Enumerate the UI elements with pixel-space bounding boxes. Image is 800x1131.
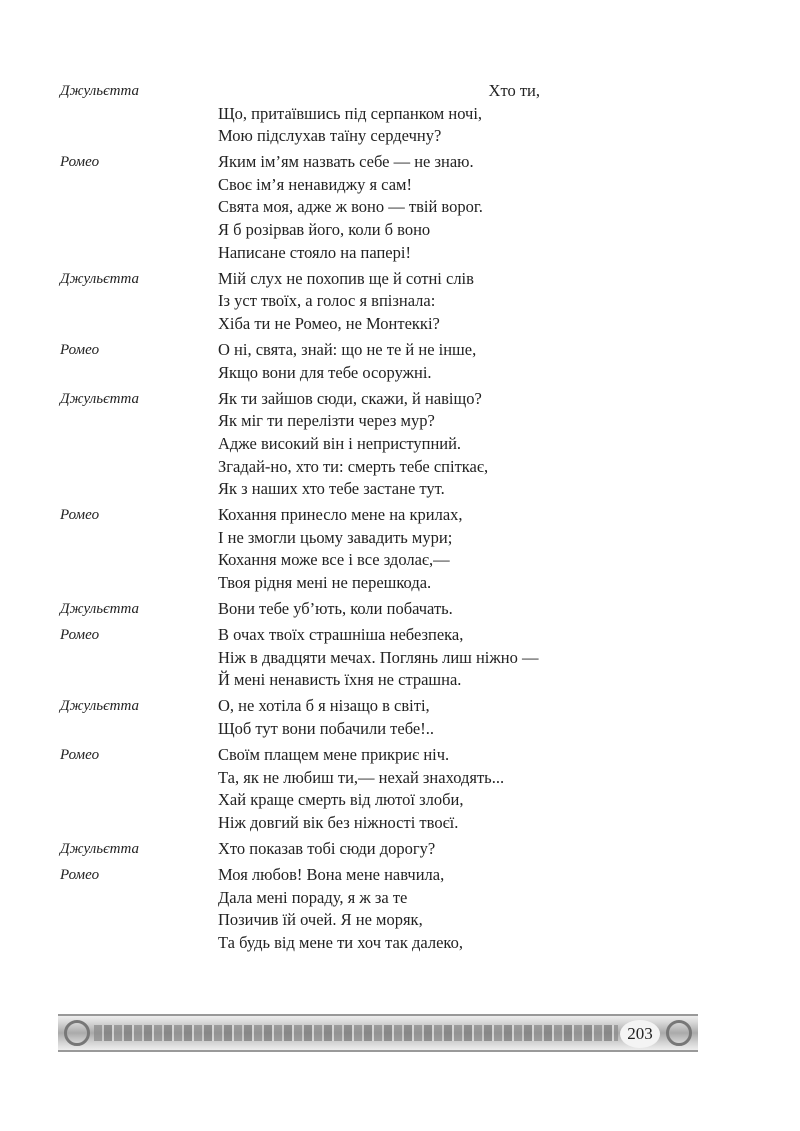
speech-lines [218,151,580,264]
verse-line: Хай краще смерть від лютої злоби, [218,790,464,810]
verse-line: Як з наших хто тебе застане тут. [218,479,445,499]
speaker-name: Ромео [60,342,100,359]
speaker-name: Джульєтта [60,83,140,99]
verse-line: Кохання принесло мене на крилах, [218,505,463,525]
page-footer-ornament [58,1014,698,1052]
speaker-name: Ромео [60,507,100,524]
verse-line: О, не хотіла б я нізащо в світі, [218,696,430,716]
dialogue-block [60,151,580,264]
verse-line: Своїм плащем мене прикриє ніч. [218,745,450,765]
verse-line: Згадай-но, хто ти: смерть тебе спіткає, [218,456,489,476]
dialogue-block [60,598,580,621]
verse-line: Якщо вони для тебе осоружні. [218,362,432,382]
speaker-name: Ромео [60,747,100,764]
dialogue-block [60,624,580,692]
dialogue-block [60,695,580,740]
verse-line: Яким ім’ям назвать себе — не знаю. [218,152,474,172]
floral-band-ornament [94,1025,618,1041]
speech-lines [218,695,580,740]
verse-line: Свята моя, адже ж воно — твій ворог. [218,197,483,217]
speech-lines [218,80,580,148]
dialogue-block [60,504,580,594]
verse-line: Ніж в двадцяти мечах. Поглянь лиш ніжно — [218,647,539,667]
speech-lines [218,339,580,384]
speech-lines [218,864,580,954]
verse-line: Своє ім’я ненавиджу я сам! [218,174,412,194]
verse-line: Твоя рідня мені не перешкода. [218,572,432,592]
speech-lines [218,268,580,336]
verse-line: Й мені ненависть їхня не страшна. [218,670,462,690]
verse-line: Ніж довгий вік без ніжності твоєї. [218,812,459,832]
verse-line: Як міг ти перелізти через мур? [218,411,435,431]
speaker-name: Джульєтта [60,841,140,857]
speaker-name: Ромео [60,867,100,884]
verse-line: Та, як не любиш ти,— нехай знаходять... [218,767,505,787]
dialogue-block [60,339,580,384]
dialogue-block [60,388,580,501]
verse-line: Вони тебе уб’ють, коли побачать. [218,599,453,619]
verse-line: О ні, свята, знай: що не те й не інше, [218,340,477,360]
dialogue-block [60,80,580,148]
speech-lines [218,838,580,861]
speech-lines [218,504,580,594]
speaker-name: Джульєтта [60,270,140,287]
verse-line: Дала мені пораду, я ж за те [218,887,408,907]
speech-lines [218,598,580,621]
dialogue-block [60,744,580,834]
speech-lines [218,388,580,501]
right-curl-ornament-icon [666,1020,692,1046]
verse-line: Мою підслухав таїну сердечну? [218,126,442,146]
speaker-name: Джульєтта [60,698,140,715]
verse-line: Щоб тут вони побачили тебе!.. [218,719,434,739]
speaker-name: Джульєтта [60,601,140,618]
verse-line: Мій слух не похопив ще й сотні слів [218,268,474,288]
verse-line: Що, притаївшись під серпанком ночі, [218,103,483,123]
verse-line: Хіба ти не Ромео, не Монтеккі? [218,313,440,333]
verse-line: Адже високий він і неприступний. [218,433,462,453]
verse-line: Хто ти, [488,81,540,100]
verse-line: Я б розірвав його, коли б воно [218,220,431,240]
verse-line: Як ти зайшов сюди, скажи, й навіщо? [218,388,482,408]
verse-line: Хто показав тобі сюди дорогу? [218,839,436,858]
left-curl-ornament-icon [64,1020,90,1046]
verse-line: Кохання може все і все здолає,— [218,550,450,570]
verse-line: Написане стояло на папері! [218,242,411,262]
verse-line: В очах твоїх страшніша небезпека, [218,625,464,645]
verse-line: Моя любов! Вона мене навчила, [218,865,445,885]
speaker-name: Ромео [60,154,100,171]
page-number: 203 [620,1020,660,1048]
play-text [60,80,580,958]
verse-line: Позичив їй очей. Я не моряк, [218,910,423,930]
speech-lines [218,744,580,834]
speech-lines [218,624,580,692]
speaker-name: Джульєтта [60,390,140,407]
dialogue-block [60,864,580,954]
dialogue-block [60,268,580,336]
speaker-name: Ромео [60,627,100,644]
dialogue-block [60,838,580,861]
verse-line: Та будь від мене ти хоч так далеко, [218,932,463,952]
verse-line: І не змогли цьому завадить мури; [218,527,453,547]
verse-line: Із уст твоїх, а голос я впізнала: [218,291,436,311]
